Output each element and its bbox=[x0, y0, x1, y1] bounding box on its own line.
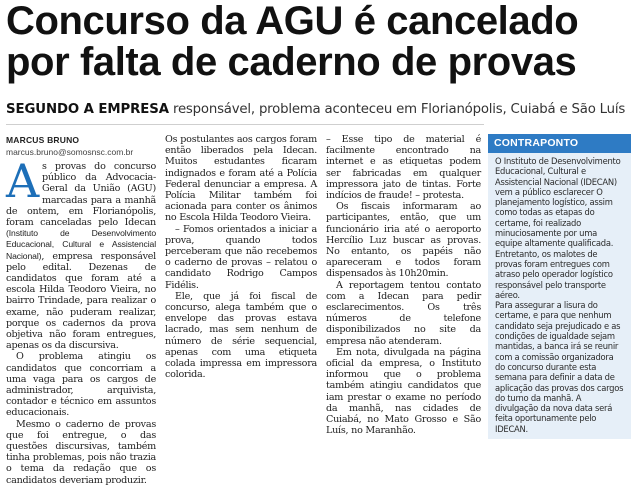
article-paragraph: Mesmo o caderno de provas que foi entregue, o das questões discursivas, também tinha problemas, pois não trazia o tema da redação que os candidatos deveriam produzir. bbox=[6, 418, 156, 486]
article-column-2 bbox=[165, 134, 317, 439]
article-paragraph: Os postulantes aos cargos foram então liberados pela Idecan. Muitos estudantes ficaram indignados e foram até a Polícia Federal denunciar a empresa. A Polícia Militar também foi acionada para conter os ânimos no Escola Hilda Teodoro Vieira. bbox=[165, 134, 317, 224]
article-column-3 bbox=[326, 134, 481, 439]
headline: Concurso da AGU é cancelado por falta de caderno de provas bbox=[6, 0, 579, 84]
article-paragraph: Ele, que já foi fiscal de concurso, alega também que o envelope das provas estava lacrado, mas sem nenhum de número de série sequencial, apenas com uma etiqueta colada impressa em impressora colorida. bbox=[165, 290, 317, 381]
contraponto-sidebar bbox=[488, 134, 631, 439]
top-divider bbox=[6, 124, 484, 125]
drop-cap: A bbox=[6, 154, 39, 208]
byline-email[interactable]: marcus.bruno@somosnsc.com.br bbox=[6, 147, 134, 157]
article-paragraph: As provas do concurso público da Advocacia-Geral da União (AGU) marcadas para a manhã de ontem, em Florianópolis, foram canceladas pelo Idecan (Instituto de Desenvolvimento Educacional, Cultural e Assistencial Nacional), empresa responsável pelo edital. Dezenas de candidatos que foram até a escola Hilda Teodoro Vieira, no bairro Trindade, para realizar o exame, não puderam realizar, porque os cadernos da prova objetiva não foram entregues, apenas os da discursiva. bbox=[6, 154, 156, 352]
subhead bbox=[6, 102, 631, 118]
sidebar-paragraph: O Instituto de Desenvolvimento Educacional, Cultural e Assistencial Nacional (IDECAN) vem a público esclarecer O planejamento logístico, assim como todas as etapas do certame, foi realizado minuciosamente por uma equipe altamente qualificada. Entretanto, os malotes de provas foram entregues com atraso pelo operador logístico responsável pelo transporte aéreo. bbox=[495, 156, 621, 300]
article-paragraph: Em nota, divulgada na página oficial da empresa, o Instituto informou que o problema também atingiu candidatos que iam prestar o exame no período da manhã, nas cidades de Cuiabá, no Mato Grosso e São Luís, no Maranhão. bbox=[326, 346, 481, 437]
sidebar-body bbox=[488, 153, 631, 436]
subhead-lead: SEGUNDO A EMPRESA bbox=[6, 102, 169, 117]
article-paragraph: O problema atingiu os candidatos que concorriam a uma vaga para os cargos de administrador, arquivista, contador e técnico em assuntos educacionais. bbox=[6, 351, 156, 419]
article-column-1 bbox=[6, 154, 156, 486]
sidebar-title: CONTRAPONTO bbox=[488, 134, 631, 153]
article-paragraph: Os fiscais informaram ao participantes, então, que um funcionário iria até o aeroporto Hercílio Luz buscar as provas. No entanto, os papéis não apareceram e todos foram dispensados às 10h20min. bbox=[326, 201, 481, 280]
byline-name: MARCUS BRUNO bbox=[6, 135, 80, 145]
article-paragraph: A reportagem tentou contato com a Idecan para pedir esclarecimentos. Os três números de telefone disponibilizados no site da empresa não atenderam. bbox=[326, 279, 481, 347]
article-paragraph: – Esse tipo de material é facilmente encontrado na internet e as etiquetas podem ser fabricadas em qualquer impressora jato de tintas. Forte indícios de fraude! – protesta. bbox=[326, 134, 481, 202]
sidebar-paragraph: Para assegurar a lisura do certame, e para que nenhum candidato seja prejudicado e as condições de igualdade sejam mantidas, a banca irá se reunir com a comissão organizadora do concurso durante esta semana para definir a data de aplicação das provas dos cargos do turno da manhã. A divulgação da nova data será feita oportunamente pelo IDECAN. bbox=[495, 300, 624, 434]
article-paragraph: – Fomos orientados a iniciar a prova, quando todos perceberam que não recebemos o caderno de provas – relatou o candidato Rodrigo Campos Fidélis. bbox=[165, 223, 317, 291]
subhead-rest: responsável, problema aconteceu em Florianópolis, Cuiabá e São Luís bbox=[168, 102, 626, 117]
